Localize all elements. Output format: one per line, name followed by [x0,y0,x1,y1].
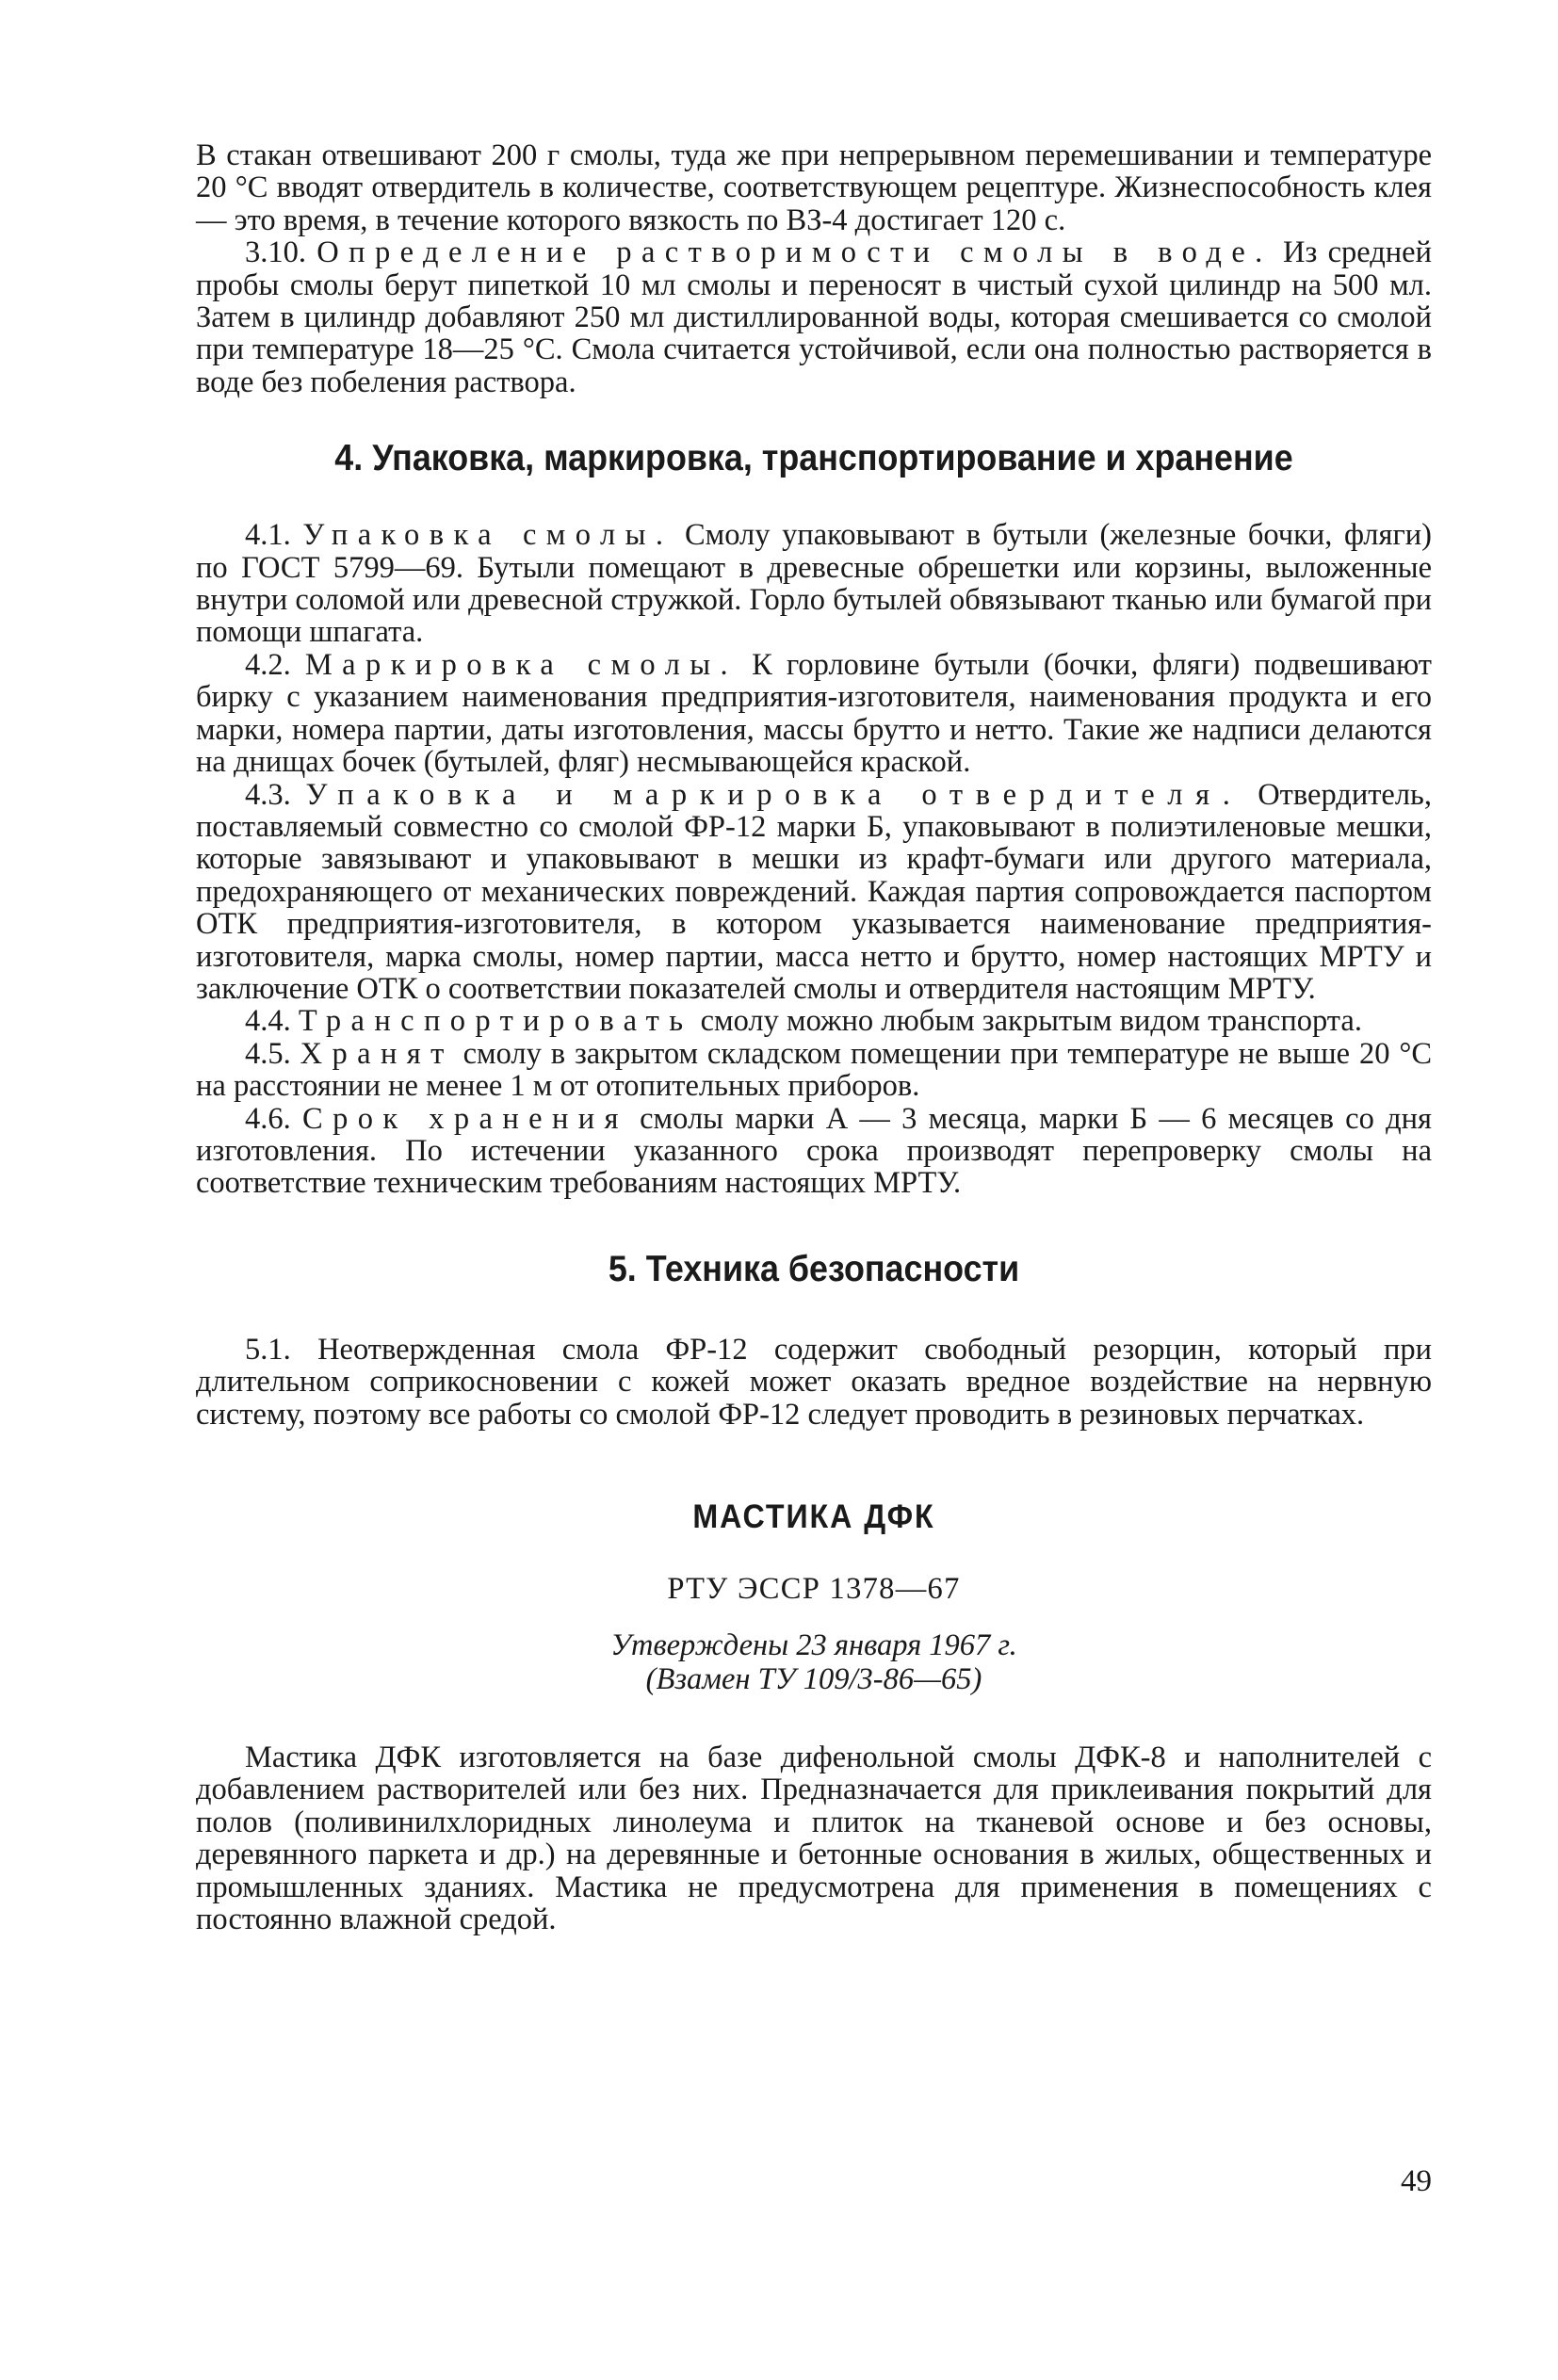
item-number: 4.3. [245,777,291,812]
section-4-heading: 4. Упаковка, маркировка, транспортирование и хранение [334,438,1293,479]
item-number: 3.10. [245,235,306,270]
item-text: Смолу упаковывают в бутыли (железные бочки, фляги) по ГОСТ 5799—69. Бутыли помещают в древесные обрешетки или корзины, выложенные внутри соломой или древесной стружкой. Горло бутылей обвязывают тканью или бумагой при помощи шпагата. [196,518,1432,650]
item-number: 4.4. [245,1004,291,1039]
item-title: Упаковка смолы. [302,518,674,553]
item-text: смолу в закрытом складском помещении при температуре не выше 20 °С на расстоянии не менее 1 м от отопительных приборов. [196,1036,1432,1104]
item-number: 4.6. [245,1101,291,1136]
item-title: Хранят [300,1036,454,1071]
approval-block [196,1628,1432,1696]
item-text: смолы марки А — 3 месяца, марки Б — 6 месяцев со дня изготовления. По истечении указанного срока производят перепроверку смолы на соответствие техническим требованиям настоящих МРТУ. [196,1101,1432,1201]
section-5-heading: 5. Техника безопасности [608,1248,1020,1289]
replaces-note: (Взамен ТУ 109/3-86—65) [645,1662,982,1696]
item-title: Маркировка смолы. [304,647,738,682]
item-title: Транспортировать [298,1004,693,1039]
document-page [196,139,1432,1935]
paragraph-5-1 [196,1334,1432,1431]
description-text: Мастика ДФК изготовляется на базе дифенольной смолы ДФК-8 и наполнителей с добавлением растворителей или без них. Предназначается для приклеивания покрытий для полов (поливинилхлоридных линолеума и плиток на тканевой основе и без основы, деревянного паркета и др.) на деревянные и бетонные основания в жилых, общественных и промышленных зданиях. Мастика не предусмотрена для применения в помещениях с постоянно влажной средой. [196,1740,1432,1937]
paragraph-3-10 [196,236,1432,398]
item-text: Отвердитель, поставляемый совместно со смолой ФР-12 марки Б, упаковывают в полиэтиленовые мешки, которые завязывают и упаковывают в мешки из крафт-бумаги или другого материала, предохраняющего от механических повреждений. Каждая партия сопровождается паспортом ОТК предприятия-изготовителя, в котором указывается наименование предприятия-изготовителя, марка смолы, номер партии, масса нетто и брутто, номер настоящих МРТУ и заключение ОТК о соответствии показателей смолы и отвердителя настоящим МРТУ. [196,777,1433,1006]
item-number: 5.1. [245,1332,291,1367]
item-title: Упаковка и маркировка отвердителя. [305,777,1243,812]
paragraph-4-1 [196,519,1432,649]
paragraph-4-2 [196,649,1432,779]
paragraph-4-3 [196,779,1432,1006]
item-text: Из средней пробы смолы берут пипеткой 10 мл смолы и переносят в чистый сухой цилиндр на 500 мл. Затем в цилиндр добавляют 250 мл дистиллированной воды, которая смешивается со смолой при температуре 18—25 °С. Смола считается устойчивой, если она полностью растворяется в воде без побеления раствора. [196,235,1432,399]
item-text: Неотвержденная смола ФР-12 содержит свободный резорцин, который при длительном соприкосновении с кожей может оказать вредное воздействие на нервную систему, поэтому все работы со смолой ФР-12 следует проводить в резиновых перчатках. [196,1332,1432,1432]
item-text: К горловине бутыли (бочки, фляги) подвешивают бирку с указанием наименования предприятия-изготовителя, наименования продукта и его марки, номера партии, даты изготовления, массы брутто и нетто. Такие же надписи делаются на днищах бочек (бутылей, фляг) несмывающейся краской. [196,647,1432,780]
mastika-title: МАСТИКА ДФК [692,1498,935,1535]
paragraph-4-4 [196,1005,1432,1037]
paragraph-4-6 [196,1103,1432,1200]
item-text: смолу можно любым закрытым видом транспорта. [692,1004,1362,1039]
approval-date: Утверждены 23 января 1967 г. [610,1628,1017,1662]
page-number: 49 [1401,2164,1432,2198]
mastika-description [196,1741,1432,1935]
standard-number: РТУ ЭССР 1378—67 [667,1572,961,1606]
item-title: Срок хранения [302,1101,628,1136]
item-number: 4.1. [245,518,291,553]
item-number: 4.2. [245,647,291,682]
paragraph-4-5 [196,1038,1432,1103]
intro-paragraph [196,139,1432,236]
intro-text: В стакан отвешивают 200 г смолы, туда же при непрерывном перемешивании и температуре 20 °С вводят отвердитель в количестве, соответствующем рецептуре. Жизнеспособность клея — это время, в течение которого вязкость по ВЗ-4 достигает 120 с. [196,138,1432,237]
item-title: Определение растворимости смолы в воде. [316,235,1273,270]
item-number: 4.5. [245,1036,291,1071]
